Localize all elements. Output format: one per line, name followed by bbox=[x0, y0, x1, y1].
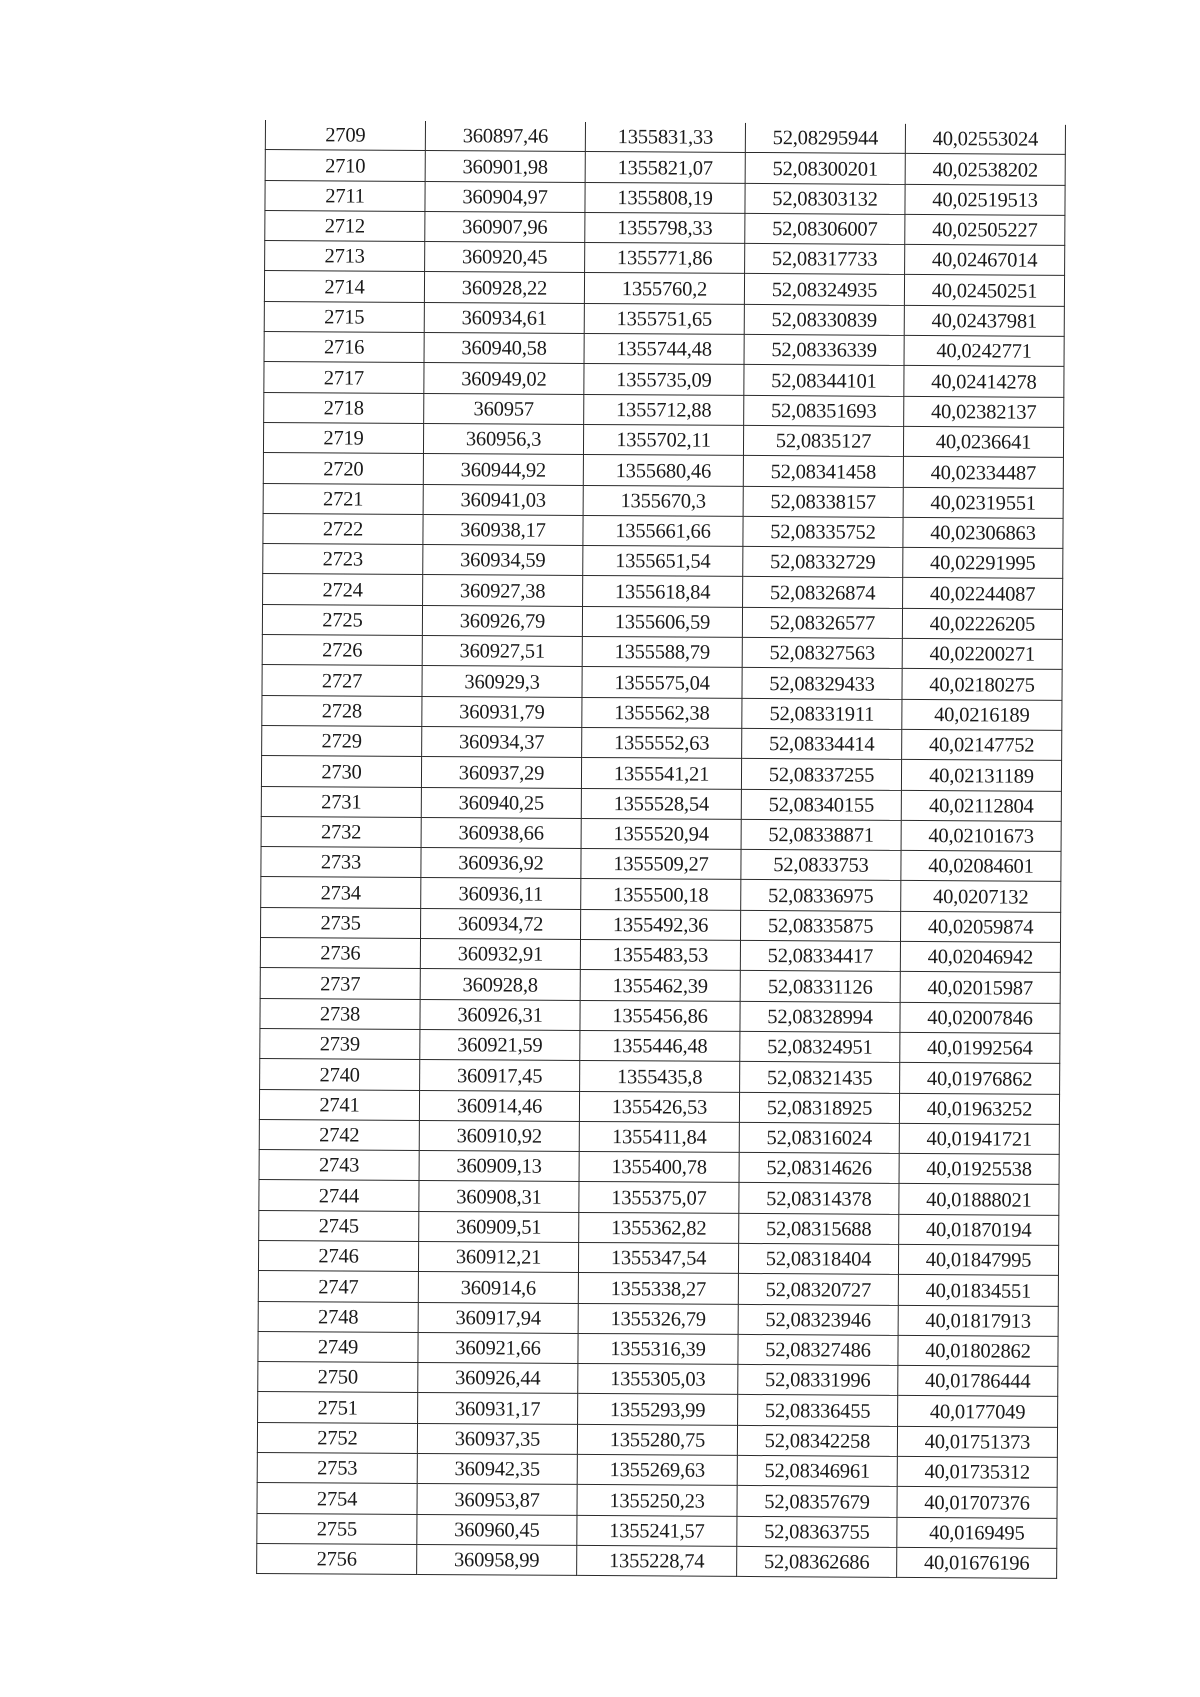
longitude-cell: 40,02519513 bbox=[905, 184, 1065, 215]
table-row bbox=[265, 120, 1065, 155]
point-number-cell: 2712 bbox=[265, 210, 425, 241]
latitude-cell: 52,08324935 bbox=[744, 274, 904, 305]
table-row bbox=[261, 756, 1061, 791]
y-coordinate-cell: 1355760,2 bbox=[584, 273, 744, 304]
point-number-cell: 2730 bbox=[261, 756, 421, 787]
point-number-cell: 2745 bbox=[259, 1210, 419, 1241]
y-coordinate-cell: 1355338,27 bbox=[578, 1273, 738, 1304]
x-coordinate-cell: 360927,38 bbox=[423, 575, 583, 606]
y-coordinate-cell: 1355808,19 bbox=[585, 182, 745, 213]
x-coordinate-cell: 360934,37 bbox=[422, 726, 582, 757]
y-coordinate-cell: 1355575,04 bbox=[582, 667, 742, 698]
table-row bbox=[264, 392, 1064, 427]
x-coordinate-cell: 360914,46 bbox=[419, 1090, 579, 1121]
point-number-cell: 2711 bbox=[265, 180, 425, 211]
table-row bbox=[262, 604, 1062, 639]
y-coordinate-cell: 1355702,11 bbox=[583, 424, 743, 455]
x-coordinate-cell: 360934,59 bbox=[423, 545, 583, 576]
table-row bbox=[262, 695, 1062, 730]
latitude-cell: 52,08316024 bbox=[739, 1122, 899, 1153]
longitude-cell: 40,0216189 bbox=[902, 699, 1062, 730]
point-number-cell: 2734 bbox=[261, 877, 421, 908]
latitude-cell: 52,08321435 bbox=[740, 1062, 900, 1093]
table-row bbox=[259, 1119, 1059, 1154]
latitude-cell: 52,08327486 bbox=[738, 1334, 898, 1365]
longitude-cell: 40,0236641 bbox=[903, 426, 1063, 457]
table-row bbox=[258, 1271, 1058, 1306]
coordinates-table bbox=[256, 120, 1066, 1579]
y-coordinate-cell: 1355483,53 bbox=[580, 939, 740, 970]
point-number-cell: 2729 bbox=[262, 725, 422, 756]
y-coordinate-cell: 1355618,84 bbox=[583, 576, 743, 607]
longitude-cell: 40,02007846 bbox=[900, 1002, 1060, 1033]
x-coordinate-cell: 360931,17 bbox=[418, 1393, 578, 1424]
longitude-cell: 40,01751373 bbox=[897, 1426, 1057, 1457]
table-row bbox=[258, 1362, 1058, 1397]
y-coordinate-cell: 1355771,86 bbox=[585, 243, 745, 274]
longitude-cell: 40,01786444 bbox=[898, 1366, 1058, 1397]
table-row bbox=[257, 1543, 1057, 1578]
latitude-cell: 52,08363755 bbox=[737, 1516, 897, 1547]
table-row bbox=[261, 786, 1061, 821]
table-row bbox=[263, 574, 1063, 609]
point-number-cell: 2753 bbox=[257, 1453, 417, 1484]
point-number-cell: 2741 bbox=[259, 1089, 419, 1120]
y-coordinate-cell: 1355347,54 bbox=[578, 1242, 738, 1273]
point-number-cell: 2742 bbox=[259, 1119, 419, 1150]
longitude-cell: 40,02414278 bbox=[904, 366, 1064, 397]
point-number-cell: 2709 bbox=[265, 120, 425, 151]
latitude-cell: 52,08335875 bbox=[740, 910, 900, 941]
longitude-cell: 40,01834551 bbox=[898, 1275, 1058, 1306]
longitude-cell: 40,02450251 bbox=[904, 275, 1064, 306]
y-coordinate-cell: 1355375,07 bbox=[579, 1182, 739, 1213]
point-number-cell: 2747 bbox=[258, 1271, 418, 1302]
point-number-cell: 2755 bbox=[257, 1513, 417, 1544]
longitude-cell: 40,02291995 bbox=[903, 548, 1063, 579]
point-number-cell: 2732 bbox=[261, 816, 421, 847]
y-coordinate-cell: 1355492,36 bbox=[581, 909, 741, 940]
point-number-cell: 2733 bbox=[261, 847, 421, 878]
longitude-cell: 40,02084601 bbox=[901, 851, 1061, 882]
x-coordinate-cell: 360901,98 bbox=[425, 151, 585, 182]
point-number-cell: 2731 bbox=[261, 786, 421, 817]
table-row bbox=[265, 150, 1065, 185]
y-coordinate-cell: 1355831,33 bbox=[585, 122, 745, 153]
table-row bbox=[258, 1392, 1058, 1427]
longitude-cell: 40,02101673 bbox=[901, 820, 1061, 851]
latitude-cell: 52,0835127 bbox=[743, 425, 903, 456]
x-coordinate-cell: 360932,91 bbox=[420, 938, 580, 969]
table-row bbox=[257, 1422, 1057, 1457]
table-row bbox=[263, 422, 1063, 457]
longitude-cell: 40,01941721 bbox=[899, 1123, 1059, 1154]
y-coordinate-cell: 1355541,21 bbox=[581, 758, 741, 789]
x-coordinate-cell: 360940,25 bbox=[421, 787, 581, 818]
x-coordinate-cell: 360926,79 bbox=[422, 605, 582, 636]
latitude-cell: 52,08336455 bbox=[738, 1395, 898, 1426]
latitude-cell: 52,08362686 bbox=[737, 1546, 897, 1577]
longitude-cell: 40,01735312 bbox=[897, 1456, 1057, 1487]
longitude-cell: 40,01963252 bbox=[899, 1093, 1059, 1124]
table-row bbox=[261, 847, 1061, 882]
latitude-cell: 52,08336975 bbox=[741, 880, 901, 911]
table-row bbox=[260, 1059, 1060, 1094]
x-coordinate-cell: 360936,11 bbox=[421, 878, 581, 909]
table-row bbox=[261, 816, 1061, 851]
x-coordinate-cell: 360909,51 bbox=[419, 1211, 579, 1242]
y-coordinate-cell: 1355509,27 bbox=[581, 849, 741, 880]
point-number-cell: 2737 bbox=[260, 968, 420, 999]
latitude-cell: 52,08330839 bbox=[744, 304, 904, 335]
longitude-cell: 40,02319551 bbox=[903, 487, 1063, 518]
y-coordinate-cell: 1355520,94 bbox=[581, 818, 741, 849]
x-coordinate-cell: 360938,66 bbox=[421, 817, 581, 848]
x-coordinate-cell: 360958,99 bbox=[417, 1544, 577, 1575]
longitude-cell: 40,02553024 bbox=[905, 124, 1065, 155]
table-row bbox=[263, 544, 1063, 579]
x-coordinate-cell: 360926,44 bbox=[418, 1363, 578, 1394]
point-number-cell: 2716 bbox=[264, 332, 424, 363]
latitude-cell: 52,08329433 bbox=[742, 668, 902, 699]
longitude-cell: 40,01847995 bbox=[898, 1244, 1058, 1275]
latitude-cell: 52,08314626 bbox=[739, 1153, 899, 1184]
latitude-cell: 52,08331911 bbox=[742, 698, 902, 729]
longitude-cell: 40,02505227 bbox=[905, 214, 1065, 245]
y-coordinate-cell: 1355528,54 bbox=[581, 788, 741, 819]
point-number-cell: 2735 bbox=[261, 907, 421, 938]
point-number-cell: 2746 bbox=[258, 1240, 418, 1271]
table-row bbox=[262, 635, 1062, 670]
longitude-cell: 40,02334487 bbox=[903, 457, 1063, 488]
x-coordinate-cell: 360904,97 bbox=[425, 181, 585, 212]
y-coordinate-cell: 1355293,99 bbox=[578, 1394, 738, 1425]
table-row bbox=[260, 968, 1060, 1003]
table-row bbox=[259, 1150, 1059, 1185]
longitude-cell: 40,0207132 bbox=[901, 881, 1061, 912]
coordinates-table-container bbox=[256, 120, 1065, 1579]
y-coordinate-cell: 1355562,38 bbox=[582, 697, 742, 728]
point-number-cell: 2743 bbox=[259, 1150, 419, 1181]
x-coordinate-cell: 360944,92 bbox=[423, 454, 583, 485]
y-coordinate-cell: 1355500,18 bbox=[581, 879, 741, 910]
y-coordinate-cell: 1355670,3 bbox=[583, 485, 743, 516]
latitude-cell: 52,08331126 bbox=[740, 971, 900, 1002]
longitude-cell: 40,02112804 bbox=[901, 790, 1061, 821]
longitude-cell: 40,02046942 bbox=[900, 941, 1060, 972]
y-coordinate-cell: 1355651,54 bbox=[583, 546, 743, 577]
y-coordinate-cell: 1355751,65 bbox=[584, 303, 744, 334]
point-number-cell: 2750 bbox=[258, 1362, 418, 1393]
latitude-cell: 52,08317733 bbox=[745, 244, 905, 275]
x-coordinate-cell: 360910,92 bbox=[419, 1120, 579, 1151]
y-coordinate-cell: 1355744,48 bbox=[584, 334, 744, 365]
latitude-cell: 52,08336339 bbox=[744, 335, 904, 366]
y-coordinate-cell: 1355305,03 bbox=[578, 1364, 738, 1395]
point-number-cell: 2724 bbox=[263, 574, 423, 605]
y-coordinate-cell: 1355462,39 bbox=[580, 970, 740, 1001]
table-row bbox=[264, 271, 1064, 306]
x-coordinate-cell: 360917,45 bbox=[420, 1060, 580, 1091]
latitude-cell: 52,08324951 bbox=[740, 1031, 900, 1062]
longitude-cell: 40,02244087 bbox=[903, 578, 1063, 609]
latitude-cell: 52,08326577 bbox=[742, 607, 902, 638]
longitude-cell: 40,02131189 bbox=[901, 760, 1061, 791]
point-number-cell: 2748 bbox=[258, 1301, 418, 1332]
point-number-cell: 2740 bbox=[260, 1059, 420, 1090]
table-row bbox=[257, 1513, 1057, 1548]
x-coordinate-cell: 360912,21 bbox=[418, 1241, 578, 1272]
longitude-cell: 40,0169495 bbox=[897, 1517, 1057, 1548]
y-coordinate-cell: 1355241,57 bbox=[577, 1515, 737, 1546]
table-row bbox=[265, 180, 1065, 215]
table-row bbox=[262, 725, 1062, 760]
y-coordinate-cell: 1355228,74 bbox=[577, 1545, 737, 1576]
point-number-cell: 2720 bbox=[263, 453, 423, 484]
latitude-cell: 52,08338871 bbox=[741, 819, 901, 850]
x-coordinate-cell: 360927,51 bbox=[422, 636, 582, 667]
x-coordinate-cell: 360909,13 bbox=[419, 1151, 579, 1182]
point-number-cell: 2714 bbox=[264, 271, 424, 302]
point-number-cell: 2728 bbox=[262, 695, 422, 726]
table-row bbox=[260, 1028, 1060, 1063]
latitude-cell: 52,08334417 bbox=[740, 940, 900, 971]
table-row bbox=[258, 1331, 1058, 1366]
table-row bbox=[263, 453, 1063, 488]
point-number-cell: 2717 bbox=[264, 362, 424, 393]
x-coordinate-cell: 360960,45 bbox=[417, 1514, 577, 1545]
longitude-cell: 40,01802862 bbox=[898, 1335, 1058, 1366]
y-coordinate-cell: 1355735,09 bbox=[584, 364, 744, 395]
latitude-cell: 52,08323946 bbox=[738, 1304, 898, 1335]
x-coordinate-cell: 360957 bbox=[424, 393, 584, 424]
x-coordinate-cell: 360942,35 bbox=[417, 1454, 577, 1485]
x-coordinate-cell: 360953,87 bbox=[417, 1484, 577, 1515]
x-coordinate-cell: 360928,8 bbox=[420, 969, 580, 1000]
table-row bbox=[263, 513, 1063, 548]
point-number-cell: 2721 bbox=[263, 483, 423, 514]
latitude-cell: 52,08318925 bbox=[739, 1092, 899, 1123]
latitude-cell: 52,08300201 bbox=[745, 153, 905, 184]
longitude-cell: 40,02538202 bbox=[905, 154, 1065, 185]
table-row bbox=[257, 1483, 1057, 1518]
longitude-cell: 40,01992564 bbox=[900, 1032, 1060, 1063]
point-number-cell: 2756 bbox=[257, 1543, 417, 1574]
y-coordinate-cell: 1355606,59 bbox=[582, 606, 742, 637]
point-number-cell: 2723 bbox=[263, 544, 423, 575]
latitude-cell: 52,08314378 bbox=[739, 1183, 899, 1214]
table-row bbox=[259, 1180, 1059, 1215]
x-coordinate-cell: 360920,45 bbox=[425, 242, 585, 273]
point-number-cell: 2722 bbox=[263, 513, 423, 544]
x-coordinate-cell: 360934,72 bbox=[421, 908, 581, 939]
longitude-cell: 40,02180275 bbox=[902, 669, 1062, 700]
point-number-cell: 2719 bbox=[263, 422, 423, 453]
table-row bbox=[260, 998, 1060, 1033]
y-coordinate-cell: 1355680,46 bbox=[583, 455, 743, 486]
y-coordinate-cell: 1355400,78 bbox=[579, 1152, 739, 1183]
longitude-cell: 40,02382137 bbox=[904, 396, 1064, 427]
x-coordinate-cell: 360936,92 bbox=[421, 848, 581, 879]
latitude-cell: 52,08334414 bbox=[742, 728, 902, 759]
latitude-cell: 52,08340155 bbox=[741, 789, 901, 820]
table-row bbox=[260, 938, 1060, 973]
point-number-cell: 2751 bbox=[258, 1392, 418, 1423]
latitude-cell: 52,08295944 bbox=[745, 123, 905, 154]
point-number-cell: 2727 bbox=[262, 665, 422, 696]
latitude-cell: 52,08331996 bbox=[738, 1365, 898, 1396]
latitude-cell: 52,08318404 bbox=[738, 1243, 898, 1274]
y-coordinate-cell: 1355269,63 bbox=[577, 1454, 737, 1485]
latitude-cell: 52,08326874 bbox=[743, 577, 903, 608]
point-number-cell: 2715 bbox=[264, 301, 424, 332]
table-row bbox=[261, 877, 1061, 912]
x-coordinate-cell: 360926,31 bbox=[420, 999, 580, 1030]
latitude-cell: 52,08346961 bbox=[737, 1455, 897, 1486]
longitude-cell: 40,01676196 bbox=[897, 1547, 1057, 1578]
longitude-cell: 40,02467014 bbox=[905, 245, 1065, 276]
y-coordinate-cell: 1355362,82 bbox=[579, 1212, 739, 1243]
x-coordinate-cell: 360934,61 bbox=[424, 302, 584, 333]
latitude-cell: 52,0833753 bbox=[741, 850, 901, 881]
y-coordinate-cell: 1355435,8 bbox=[580, 1061, 740, 1092]
point-number-cell: 2754 bbox=[257, 1483, 417, 1514]
x-coordinate-cell: 360937,35 bbox=[417, 1423, 577, 1454]
latitude-cell: 52,08342258 bbox=[737, 1425, 897, 1456]
x-coordinate-cell: 360949,02 bbox=[424, 363, 584, 394]
table-row bbox=[265, 241, 1065, 276]
x-coordinate-cell: 360908,31 bbox=[419, 1181, 579, 1212]
latitude-cell: 52,08332729 bbox=[743, 547, 903, 578]
longitude-cell: 40,02200271 bbox=[902, 638, 1062, 669]
point-number-cell: 2718 bbox=[264, 392, 424, 423]
x-coordinate-cell: 360929,3 bbox=[422, 666, 582, 697]
longitude-cell: 40,02147752 bbox=[902, 729, 1062, 760]
x-coordinate-cell: 360907,96 bbox=[425, 211, 585, 242]
longitude-cell: 40,01817913 bbox=[898, 1305, 1058, 1336]
point-number-cell: 2739 bbox=[260, 1028, 420, 1059]
y-coordinate-cell: 1355588,79 bbox=[582, 636, 742, 667]
y-coordinate-cell: 1355280,75 bbox=[577, 1424, 737, 1455]
y-coordinate-cell: 1355411,84 bbox=[579, 1121, 739, 1152]
x-coordinate-cell: 360921,66 bbox=[418, 1332, 578, 1363]
latitude-cell: 52,08357679 bbox=[737, 1486, 897, 1517]
latitude-cell: 52,08315688 bbox=[739, 1213, 899, 1244]
table-row bbox=[262, 665, 1062, 700]
table-row bbox=[264, 362, 1064, 397]
table-row bbox=[263, 483, 1063, 518]
y-coordinate-cell: 1355316,39 bbox=[578, 1333, 738, 1364]
table-row bbox=[258, 1240, 1058, 1275]
x-coordinate-cell: 360941,03 bbox=[423, 484, 583, 515]
x-coordinate-cell: 360897,46 bbox=[425, 121, 585, 152]
x-coordinate-cell: 360914,6 bbox=[418, 1272, 578, 1303]
y-coordinate-cell: 1355798,33 bbox=[585, 212, 745, 243]
table-row bbox=[264, 332, 1064, 367]
longitude-cell: 40,01925538 bbox=[899, 1153, 1059, 1184]
longitude-cell: 40,02059874 bbox=[900, 911, 1060, 942]
longitude-cell: 40,02306863 bbox=[903, 517, 1063, 548]
y-coordinate-cell: 1355326,79 bbox=[578, 1303, 738, 1334]
point-number-cell: 2736 bbox=[260, 938, 420, 969]
table-row bbox=[258, 1301, 1058, 1336]
longitude-cell: 40,01888021 bbox=[899, 1184, 1059, 1215]
point-number-cell: 2726 bbox=[262, 635, 422, 666]
point-number-cell: 2713 bbox=[265, 241, 425, 272]
latitude-cell: 52,08337255 bbox=[741, 759, 901, 790]
y-coordinate-cell: 1355456,86 bbox=[580, 1000, 740, 1031]
y-coordinate-cell: 1355250,23 bbox=[577, 1485, 737, 1516]
latitude-cell: 52,08328994 bbox=[740, 1001, 900, 1032]
x-coordinate-cell: 360928,22 bbox=[424, 272, 584, 303]
latitude-cell: 52,08351693 bbox=[744, 395, 904, 426]
y-coordinate-cell: 1355661,66 bbox=[583, 515, 743, 546]
x-coordinate-cell: 360940,58 bbox=[424, 333, 584, 364]
latitude-cell: 52,08306007 bbox=[745, 213, 905, 244]
longitude-cell: 40,02437981 bbox=[904, 305, 1064, 336]
y-coordinate-cell: 1355426,53 bbox=[579, 1091, 739, 1122]
table-row bbox=[261, 907, 1061, 942]
x-coordinate-cell: 360917,94 bbox=[418, 1302, 578, 1333]
longitude-cell: 40,01976862 bbox=[900, 1063, 1060, 1094]
longitude-cell: 40,02226205 bbox=[902, 608, 1062, 639]
latitude-cell: 52,08335752 bbox=[743, 516, 903, 547]
longitude-cell: 40,01707376 bbox=[897, 1487, 1057, 1518]
x-coordinate-cell: 360921,59 bbox=[420, 1029, 580, 1060]
longitude-cell: 40,01870194 bbox=[899, 1214, 1059, 1245]
latitude-cell: 52,08320727 bbox=[738, 1274, 898, 1305]
table-row bbox=[257, 1453, 1057, 1488]
y-coordinate-cell: 1355821,07 bbox=[585, 152, 745, 183]
latitude-cell: 52,08344101 bbox=[744, 365, 904, 396]
point-number-cell: 2749 bbox=[258, 1331, 418, 1362]
point-number-cell: 2710 bbox=[265, 150, 425, 181]
point-number-cell: 2744 bbox=[259, 1180, 419, 1211]
latitude-cell: 52,08338157 bbox=[743, 486, 903, 517]
longitude-cell: 40,0177049 bbox=[898, 1396, 1058, 1427]
latitude-cell: 52,08327563 bbox=[742, 637, 902, 668]
latitude-cell: 52,08303132 bbox=[745, 183, 905, 214]
y-coordinate-cell: 1355712,88 bbox=[584, 394, 744, 425]
x-coordinate-cell: 360937,29 bbox=[421, 757, 581, 788]
y-coordinate-cell: 1355446,48 bbox=[580, 1030, 740, 1061]
x-coordinate-cell: 360956,3 bbox=[423, 423, 583, 454]
x-coordinate-cell: 360931,79 bbox=[422, 696, 582, 727]
table-row bbox=[259, 1210, 1059, 1245]
table-row bbox=[265, 210, 1065, 245]
point-number-cell: 2738 bbox=[260, 998, 420, 1029]
table-row bbox=[259, 1089, 1059, 1124]
latitude-cell: 52,08341458 bbox=[743, 456, 903, 487]
x-coordinate-cell: 360938,17 bbox=[423, 514, 583, 545]
longitude-cell: 40,02015987 bbox=[900, 972, 1060, 1003]
point-number-cell: 2752 bbox=[257, 1422, 417, 1453]
coordinates-table-body bbox=[257, 120, 1066, 1579]
point-number-cell: 2725 bbox=[262, 604, 422, 635]
table-row bbox=[264, 301, 1064, 336]
longitude-cell: 40,0242771 bbox=[904, 335, 1064, 366]
y-coordinate-cell: 1355552,63 bbox=[582, 727, 742, 758]
